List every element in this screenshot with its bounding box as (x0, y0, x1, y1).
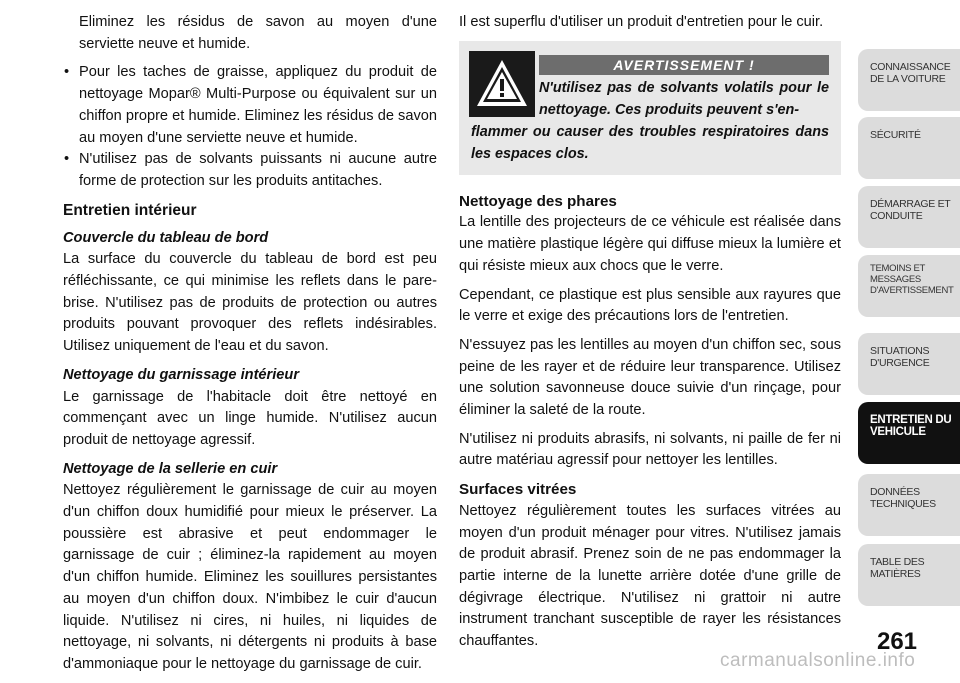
bullet-list (63, 62, 437, 192)
bullet-icon: • (64, 151, 70, 168)
paragraph: N'utilisez ni produits abrasifs, ni solvants, ni paille de fer ni autre matériau agressif pour nettoyer les lentilles. (459, 430, 841, 469)
tab-demarrage[interactable] (858, 186, 960, 248)
section-title: Entretien intérieur (63, 201, 197, 219)
tab-label: TABLE DES MATIÈRES (870, 556, 925, 580)
subsection-title: Nettoyage de la sellerie en cuir (63, 460, 278, 477)
list-item (63, 149, 437, 192)
watermark: carmanualsonline.info (720, 650, 916, 671)
warning-icon (469, 51, 535, 117)
paragraph: Cependant, ce plastique est plus sensible aux rayures que le verre et exige des précautions lors de l'entretien. (459, 286, 841, 325)
right-column (459, 12, 841, 660)
paragraph: N'essuyez pas les lentilles au moyen d'un chiffon sec, sous peine de les rayer et de réduire leur transparence. Utilisez une solution savonneuse douce suivie d'un rinçage, pour éliminer la saleté de la route. (459, 336, 841, 419)
tab-label: DÉMARRAGE ET CONDUITE (870, 198, 951, 222)
subsection-title: Surfaces vitrées (459, 481, 577, 499)
left-column (63, 12, 437, 683)
tab-label: CONNAISSANCE DE LA VOITURE (870, 61, 951, 85)
tab-label: DONNÉES TECHNIQUES (870, 486, 936, 510)
tab-table-des-matieres[interactable] (858, 544, 960, 606)
subsection-title: Couvercle du tableau de bord (63, 229, 269, 246)
tab-donnees[interactable] (858, 474, 960, 536)
subsection-title: Nettoyage du garnissage intérieur (63, 366, 299, 383)
warning-box (459, 41, 841, 175)
tab-securite[interactable] (858, 117, 960, 179)
subsection-title: Nettoyage des phares (459, 192, 617, 210)
tab-label: SÉCURITÉ (870, 129, 921, 141)
bullet-text: N'utilisez pas de solvants puissants ni aucune autre forme de protection sur les produits antitaches. (79, 151, 437, 189)
tab-temoins[interactable] (858, 255, 960, 317)
tab-label: ENTRETIEN DU VEHICULE (870, 414, 952, 438)
paragraph: Nettoyez régulièrement le garnissage de cuir au moyen d'un chiffon doux humidifié pour mieux le préserver. La poussière est abrasive et peut endommager le garnissage de cuir ; éliminez-la rapidement au moyen d'un chiffon humide. Eliminez les souillures persistantes au moyen d'un chiffon doux. N'imbibez le cuir d'aucun liquide. N'utilisez ni cires, ni huiles, ni liquides de nettoyage, ni solvants, ni détergents ni produits à base d'ammoniaque pour le nettoyage du garnissage de cuir. (63, 482, 437, 672)
paragraph: Nettoyez régulièrement toutes les surfaces vitrées au moyen d'un produit ménager pour vitres. N'utilisez jamais de produit abrasif. Prenez soin de ne pas endommager la partie interne de la lunette arrière dotée d'une grille de dégivrage électrique. N'utilisez ni grattoir ni autre instrument tranchant susceptible de rayer les résistances chauffantes. (459, 502, 841, 650)
chapter-tabs (858, 0, 960, 678)
warning-header: AVERTISSEMENT ! (539, 55, 829, 75)
warning-text-first: N'utilisez pas de solvants volatils pour le nettoyage. Ces produits peuvent s'en- (539, 79, 829, 118)
paragraph: Le garnissage de l'habitacle doit être nettoyé en commençant avec un linge humide. N'utilisez aucun produit de nettoyage agressif. (63, 388, 437, 448)
bullet-icon: • (64, 64, 70, 81)
tab-situations[interactable] (858, 333, 960, 395)
intro-continuation: Eliminez les résidus de savon au moyen d'une serviette neuve et humide. (79, 14, 437, 52)
paragraph: La surface du couvercle du tableau de bord est peu réfléchissante, ce qui minimise les reflets dans le pare-brise. N'utilisez pas de produits de protection ou autres produits pouvant provoquer des reflets indésirables. Utilisez uniquement de l'eau et du savon. (63, 251, 437, 355)
warning-text-rest: flammer ou causer des troubles respiratoires dans les espaces clos. (471, 123, 829, 162)
page-number: 261 (876, 628, 918, 655)
tab-entretien[interactable] (858, 402, 960, 464)
tab-label: SITUATIONS D'URGENCE (870, 345, 930, 369)
bullet-text: Pour les taches de graisse, appliquez du produit de nettoyage Mopar® Multi-Purpose ou équivalent sur un chiffon propre et humide. Eliminez les résidus de savon au moyen d'une serviette neuve et humide. (79, 64, 437, 146)
tab-label: TEMOINS ET MESSAGES D'AVERTISSEMENT (870, 263, 954, 296)
paragraph: La lentille des projecteurs de ce véhicule est réalisée dans une matière plastique légère qui diffuse mieux la lumière et qui résiste mieux aux chocs que le verre. (459, 214, 841, 274)
paragraph: Il est superflu d'utiliser un produit d'entretien pour le cuir. (459, 14, 824, 30)
tab-connaissance[interactable] (858, 49, 960, 111)
list-item (63, 62, 437, 149)
